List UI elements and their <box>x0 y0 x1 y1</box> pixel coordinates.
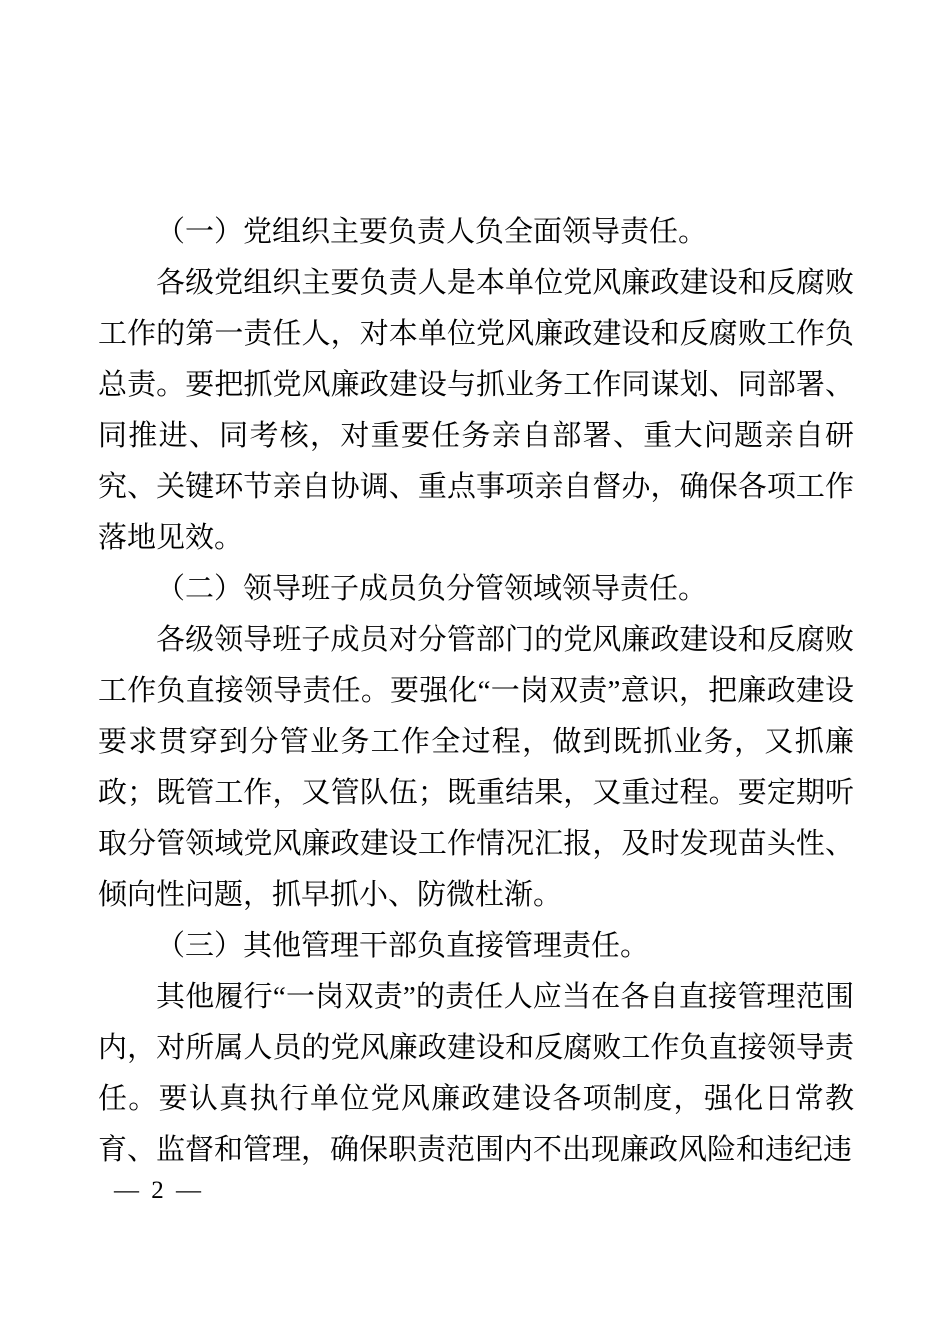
section-heading-1: （一）党组织主要负责人负全面领导责任。 <box>156 216 708 248</box>
page-number: — 2 — <box>114 1177 204 1204</box>
section-heading-2: （二）领导班子成员负分管领域领导责任。 <box>156 573 708 605</box>
section-paragraph-3: 其他履行“一岗双责”的责任人应当在各自直接管理范围内，对所属人员的党风廉政建设和反腐败工作负直接领导责任。要认真执行单位党风廉政建设各项制度，强化日常教育、监督和管理，确保职责范围内不出现廉政风险和违纪违 <box>98 981 854 1166</box>
section-paragraph-2: 各级领导班子成员对分管部门的党风廉政建设和反腐败工作负直接领导责任。要强化“一岗双责”意识，把廉政建设要求贯穿到分管业务工作全过程，做到既抓业务，又抓廉政；既管工作，又管队伍；既重结果，又重过程。要定期听取分管领域党风廉政建设工作情况汇报，及时发现苗头性、倾向性问题，抓早抓小、防微杜渐。 <box>98 624 854 911</box>
section-heading-3: （三）其他管理干部负直接管理责任。 <box>156 930 650 962</box>
document-body <box>98 207 854 1176</box>
section-paragraph-1: 各级党组织主要负责人是本单位党风廉政建设和反腐败工作的第一责任人，对本单位党风廉政建设和反腐败工作负总责。要把抓党风廉政建设与抓业务工作同谋划、同部署、同推进、同考核，对重要任务亲自部署、重大问题亲自研究、关键环节亲自协调、重点事项亲自督办，确保各项工作落地见效。 <box>98 267 854 554</box>
